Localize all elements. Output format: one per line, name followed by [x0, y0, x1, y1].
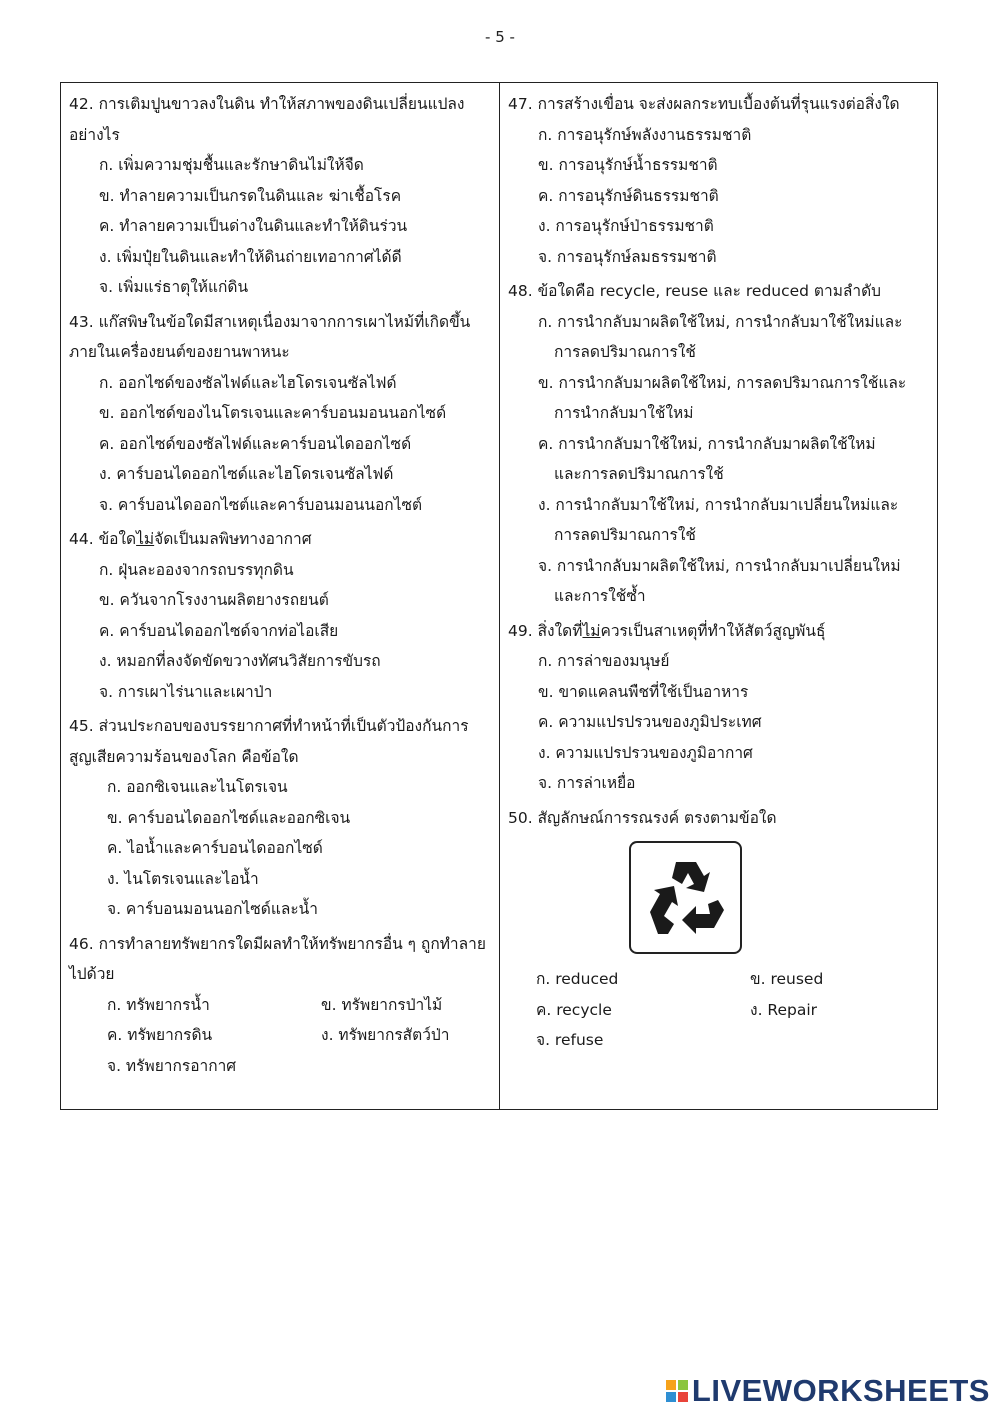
question-47	[508, 89, 929, 272]
liveworksheets-logo[interactable]	[666, 1373, 990, 1409]
option-e[interactable]: จ. การล่าเหยื่อ	[538, 774, 636, 792]
question-48	[508, 276, 929, 612]
option-c[interactable]: ค. ออกไซด์ของซัลไฟด์และคาร์บอนไดออกไซด์	[99, 434, 412, 453]
question-text: 47. การสร้างเขื่อน จะส่งผลกระทบเบื้องต้นที่รุนแรงต่อสิ่งใด	[508, 95, 900, 113]
logo-square-4	[678, 1392, 688, 1402]
option-d[interactable]: ง. คาร์บอนไดออกไซด์และไฮโดรเจนซัลไฟด์	[99, 465, 394, 483]
question-50	[508, 803, 929, 1056]
question-text	[69, 524, 491, 555]
option-e[interactable]: จ. การอนุรักษ์ลมธรรมชาติ	[538, 247, 717, 266]
option-line2: การนำกลับมาใช้ใหม่	[554, 404, 694, 422]
option-a[interactable]: ก. การอนุรักษ์พลังงานธรรมชาติ	[538, 125, 752, 144]
option-e[interactable]: จ. คาร์บอนมอนนอกไซด์และน้ำ	[107, 900, 318, 918]
option-c[interactable]	[508, 429, 929, 490]
question-42	[69, 89, 491, 303]
option-d[interactable]: ง. ทรัพยากรสัตว์ป่า	[321, 1026, 450, 1044]
option-b[interactable]: ข. คาร์บอนไดออกไซด์และออกซิเจน	[107, 808, 351, 827]
question-sheet	[60, 82, 938, 1110]
question-46	[69, 929, 491, 1082]
question-prefix: 49. สิ่งใดที่	[508, 621, 583, 640]
option-e[interactable]: จ. ทรัพยากรอากาศ	[107, 1056, 237, 1075]
question-text	[508, 616, 929, 647]
option-e[interactable]: จ. การเผาไร่นาและเผาป่า	[99, 682, 273, 701]
recycle-symbol	[638, 854, 734, 942]
question-suffix: จัดเป็นมลพิษทางอากาศ	[154, 530, 312, 548]
option-d[interactable]: ง. การอนุรักษ์ป่าธรรมชาติ	[538, 217, 714, 235]
logo-text: LIVEWORKSHEETS	[691, 1373, 990, 1408]
option-c[interactable]: ค. คาร์บอนไดออกไซด์จากท่อไอเสีย	[99, 621, 339, 640]
option-d[interactable]: ง. Repair	[750, 1000, 818, 1019]
question-43	[69, 307, 491, 521]
option-line2: การลดปริมาณการใช้	[554, 343, 696, 361]
question-text: 46. การทำลายทรัพยากรใดมีผลทำให้ทรัพยากรอื่น ๆ ถูกทำลายไปด้วย	[69, 934, 486, 983]
option-b[interactable]: ข. reused	[750, 970, 824, 988]
option-b[interactable]: ข. ทรัพยากรป่าไม้	[321, 995, 443, 1014]
option-line2: และการลดปริมาณการใช้	[554, 465, 724, 483]
option-e[interactable]: จ. refuse	[536, 1031, 604, 1049]
option-a[interactable]: ก. การล่าของมนุษย์	[538, 652, 670, 670]
option-c[interactable]: ค. การอนุรักษ์ดินธรรมชาติ	[538, 186, 719, 205]
option-c[interactable]: ค. ความแปรปรวนของภูมิประเทศ	[538, 713, 762, 731]
option-e[interactable]: จ. เพิ่มแร่ธาตุให้แก่ดิน	[99, 278, 249, 296]
option-d[interactable]: ง. เพิ่มปุ๋ยในดินและทำให้ดินถ่ายเทอากาศได้ดี	[99, 247, 402, 266]
option-line1: ก. การนำกลับมาผลิตใช้ใหม่, การนำกลับมาใช้ใหม่และ	[538, 312, 903, 331]
options-grid	[508, 964, 929, 1056]
underlined-not: ไม่	[582, 621, 601, 640]
page-number: - 5 -	[485, 28, 515, 46]
left-column	[61, 83, 500, 1109]
logo-square-3	[666, 1392, 676, 1402]
options-grid	[69, 990, 491, 1082]
option-b[interactable]: ข. ขาดแคลนพืชที่ใช้เป็นอาหาร	[538, 682, 749, 701]
question-49	[508, 616, 929, 799]
question-text: 48. ข้อใดคือ recycle, reuse และ reduced ตามลำดับ	[508, 282, 882, 300]
underlined-not: ไม่	[136, 530, 155, 548]
option-c[interactable]: ค. recycle	[536, 1000, 612, 1019]
option-a[interactable]: ก. ทรัพยากรน้ำ	[107, 995, 210, 1014]
option-d[interactable]: ง. หมอกที่ลงจัดขัดขวางทัศนวิสัยการขับรถ	[99, 652, 381, 670]
right-column	[500, 83, 937, 1109]
option-b[interactable]: ข. ควันจากโรงงานผลิตยางรถยนต์	[99, 591, 329, 609]
option-a[interactable]: ก. reduced	[536, 970, 619, 988]
option-d[interactable]	[508, 490, 929, 551]
option-c[interactable]: ค. ไอน้ำและคาร์บอนไดออกไซด์	[107, 839, 323, 857]
question-suffix: ควรเป็นสาเหตุที่ทำให้สัตว์สูญพันธุ์	[600, 621, 826, 640]
option-line1: ข. การนำกลับมาผลิตใช้ใหม่, การลดปริมาณการใช้และ	[538, 373, 907, 392]
question-prefix: 44. ข้อใด	[69, 530, 137, 548]
option-a[interactable]	[508, 307, 929, 368]
option-b[interactable]: ข. ทำลายความเป็นกรดในดินและ ฆ่าเชื้อโรค	[99, 186, 402, 205]
option-line1: ค. การนำกลับมาใช้ใหม่, การนำกลับมาผลิตใช้ใหม่	[538, 434, 876, 453]
question-44	[69, 524, 491, 707]
option-line2: การลดปริมาณการใช้	[554, 526, 696, 544]
option-a[interactable]: ก. เพิ่มความชุ่มชื้นและรักษาดินไม่ให้จืด	[99, 156, 364, 174]
option-a[interactable]: ก. ออกซิเจนและไนโตรเจน	[107, 778, 288, 796]
logo-square-1	[666, 1380, 676, 1390]
option-b[interactable]: ข. ออกไซด์ของไนโตรเจนและคาร์บอนมอนนอกไซด์	[99, 404, 447, 422]
option-d[interactable]: ง. ไนโตรเจนและไอน้ำ	[107, 869, 259, 888]
option-a[interactable]: ก. ฝุ่นละอองจากรถบรรทุกดิน	[99, 560, 294, 579]
option-b[interactable]	[508, 368, 929, 429]
option-b[interactable]: ข. การอนุรักษ์น้ำธรรมชาติ	[538, 156, 718, 174]
option-a[interactable]: ก. ออกไซด์ของซัลไฟด์และไฮโดรเจนซัลไฟด์	[99, 373, 397, 392]
option-e[interactable]	[508, 551, 929, 612]
question-text: 50. สัญลักษณ์การรณรงค์ ตรงตามข้อใด	[508, 808, 777, 827]
option-line1: จ. การนำกลับมาผลิตใช้ใหม่, การนำกลับมาเปลี่ยนใหม่	[538, 556, 901, 575]
option-d[interactable]: ง. ความแปรปรวนของภูมิอากาศ	[538, 743, 753, 762]
question-45	[69, 711, 491, 925]
logo-square-2	[678, 1380, 688, 1390]
option-line2: และการใช้ซ้ำ	[554, 587, 646, 605]
option-e[interactable]: จ. คาร์บอนไดออกไซต์และคาร์บอนมอนนอกไซต์	[99, 495, 423, 514]
question-text: 42. การเติมปูนขาวลงในดิน ทำให้สภาพของดินเปลี่ยนแปลงอย่างไร	[69, 95, 465, 144]
option-c[interactable]: ค. ทำลายความเป็นด่างในดินและทำให้ดินร่วน	[99, 217, 408, 235]
logo-mark-icon	[666, 1380, 688, 1402]
question-text: 45. ส่วนประกอบของบรรยากาศที่ทำหน้าที่เป็นตัวป้องกันการสูญเสียความร้อนของโลก คือข้อใด	[69, 717, 469, 766]
option-line1: ง. การนำกลับมาใช้ใหม่, การนำกลับมาเปลี่ยนใหม่และ	[538, 495, 899, 514]
option-c[interactable]: ค. ทรัพยากรดิน	[107, 1026, 213, 1044]
question-text: 43. แก๊สพิษในข้อใดมีสาเหตุเนื่องมาจากการเผาไหม้ที่เกิดขึ้นภายในเครื่องยนต์ของยานพาหนะ	[69, 312, 471, 361]
recycle-icon	[629, 841, 742, 954]
